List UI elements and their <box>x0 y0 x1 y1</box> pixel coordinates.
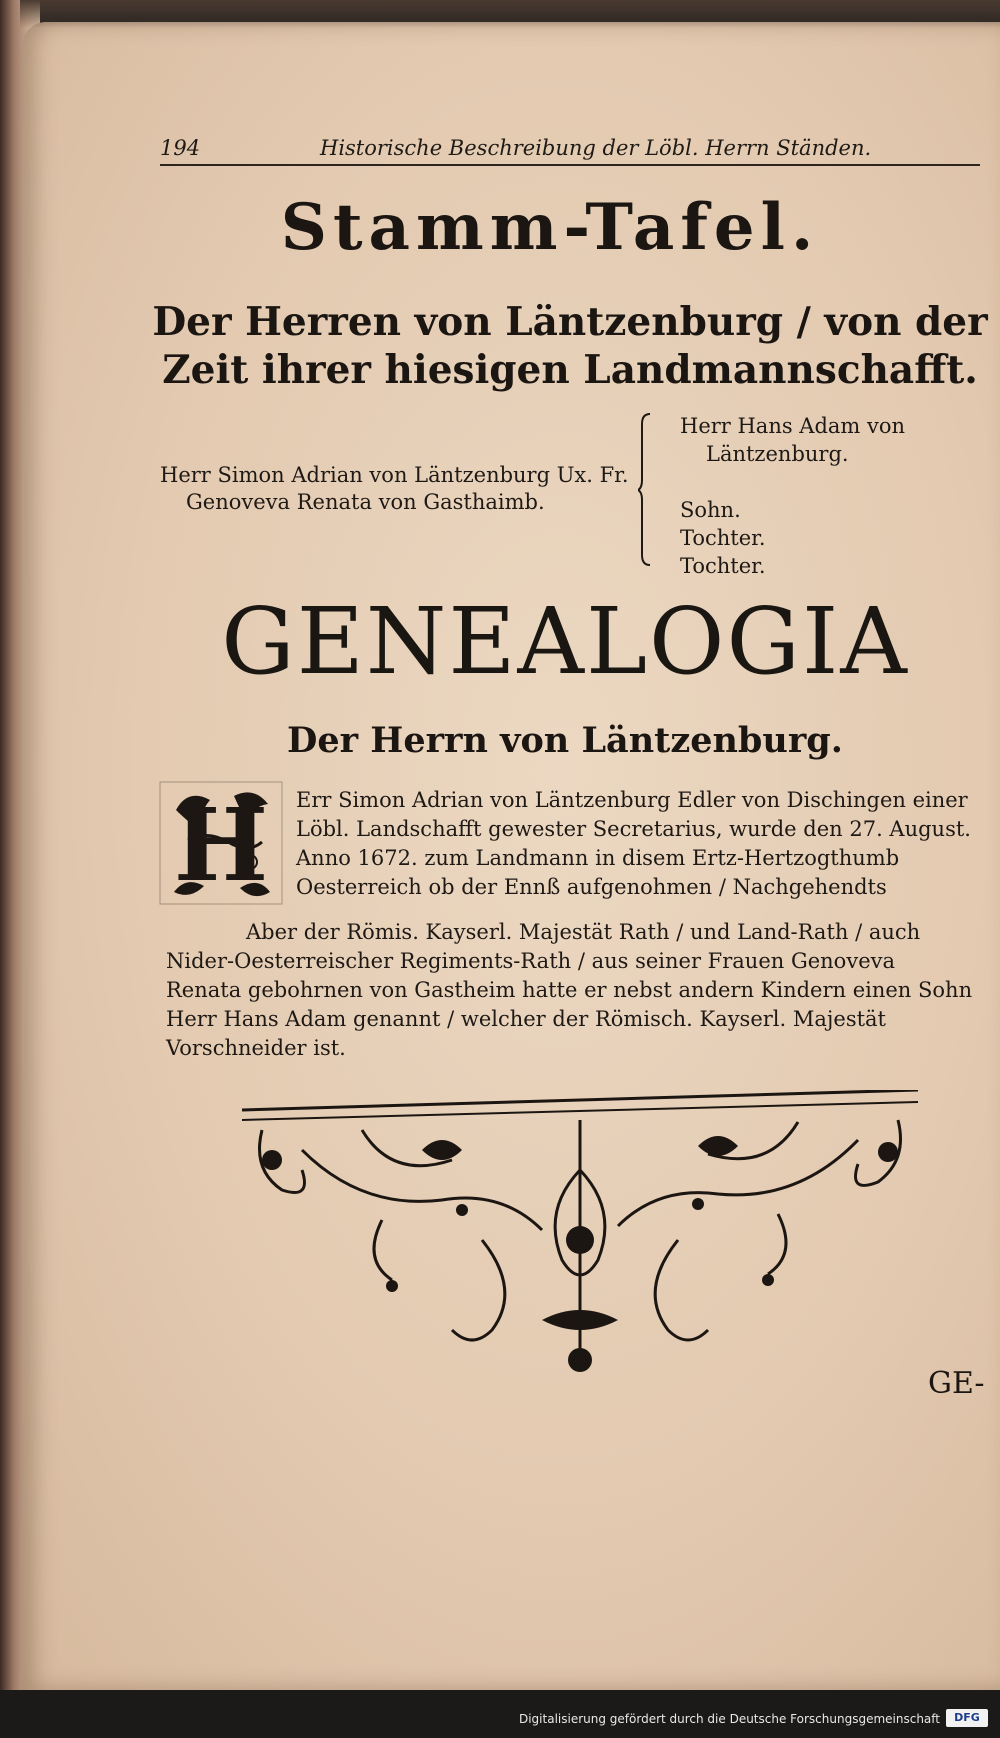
tree-child-2: Sohn. <box>680 498 741 522</box>
ornament-icon <box>242 1090 918 1380</box>
tree-child-4: Tochter. <box>680 554 766 578</box>
paragraph-2: Aber der Römis. Kayserl. Majestät Rath / und Land-Rath / auch Nider-Oesterreischer Regiments-Rath / aus seiner Frauen Genoveva Renata gebohrnen von Gastheim hatte er nebst andern Kindern einen Sohn Herr Hans Adam genannt / welcher der Römisch. Kayserl. Majestät Vorschneider ist. <box>166 920 973 1060</box>
genealogia-subtitle: Der Herrn von Läntzenburg. <box>287 720 843 761</box>
paragraph-1: Err Simon Adrian von Läntzenburg Edler von Dischingen einer Löbl. Landschafft gewester Secretarius, wurde den 27. August. Anno 1672. zum Landmann in disem Ertz-Hertzogthumb Oesterreich ob der Ennß aufgenohmen / Nachgehendts <box>296 788 971 899</box>
tree-parents-line2: Genoveva Renata von Gasthaimb. <box>186 490 545 514</box>
tree-child-3: Tochter. <box>680 526 766 550</box>
running-head <box>160 134 980 168</box>
genealogia-heading: GENEALOGIA <box>221 588 909 695</box>
page-subtitle: Der Herren von Läntzenburg / von der Zeit ihrer hiesigen Landmannschafft. <box>152 299 988 393</box>
tree-parents-line1: Herr Simon Adrian von Läntzenburg Ux. Fr. <box>160 463 629 487</box>
drop-cap-letter: H <box>173 786 269 904</box>
running-head-rule <box>160 164 980 166</box>
running-head-title: Historische Beschreibung der Löbl. Herrn Ständen. <box>320 136 872 160</box>
tree-parents <box>160 462 640 516</box>
tree-children <box>680 412 980 580</box>
tree-child-1-line1: Herr Hans Adam von <box>680 414 906 438</box>
page-title: Stamm-Tafel. <box>280 190 820 265</box>
dfg-logo-icon: DFG <box>946 1709 988 1727</box>
top-shadow <box>20 0 1000 28</box>
catchword: GE- <box>928 1366 985 1401</box>
page-number: 194 <box>160 136 201 160</box>
tree-child-1-line2: Läntzenburg. <box>706 442 849 466</box>
footer-credit: Digitalisierung gefördert durch die Deutsche Forschungsgemeinschaft <box>518 1712 940 1726</box>
drop-cap-initial-icon <box>158 780 284 906</box>
tree-brace-icon <box>638 412 654 567</box>
